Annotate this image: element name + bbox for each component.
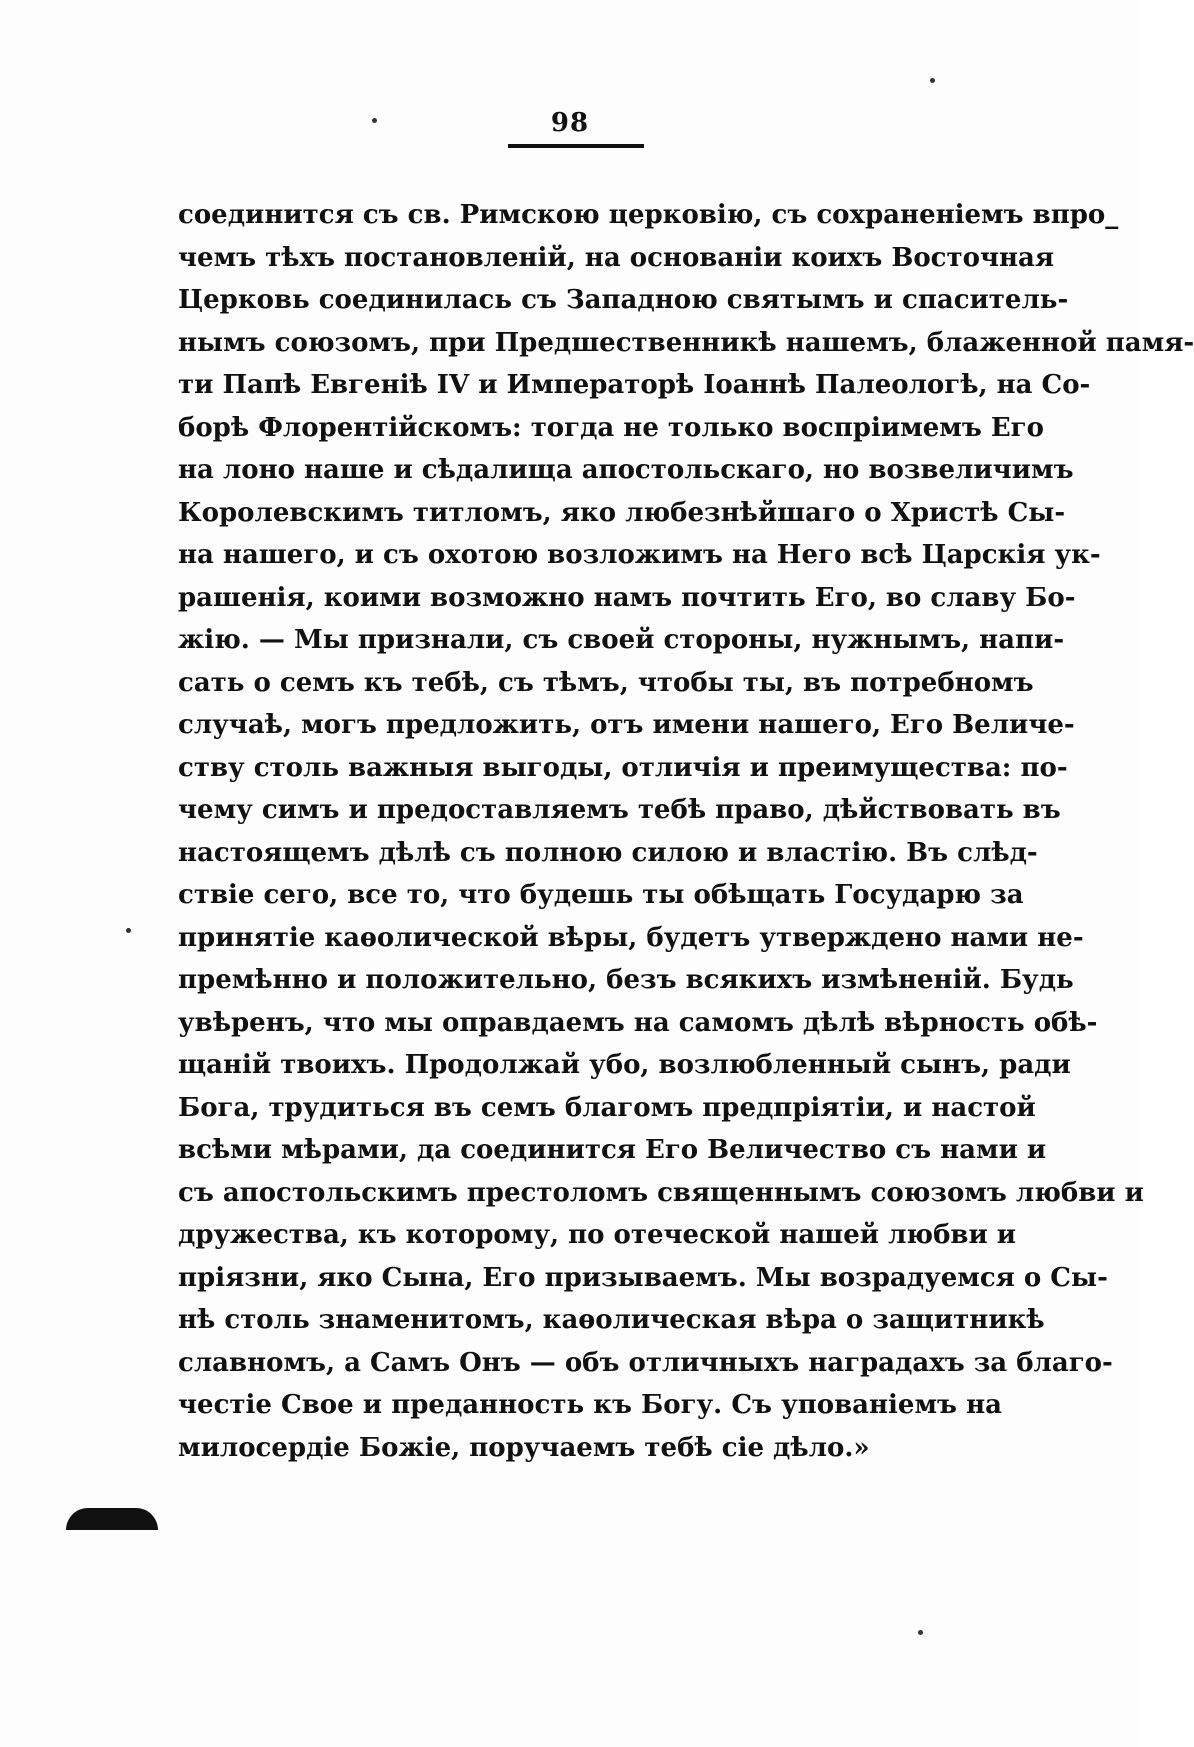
ink-smudge (66, 1508, 158, 1530)
text-line: Королевскимъ титломъ, яко любезнѣйшаго о Христѣ Сы- (178, 497, 1066, 528)
header-rule (508, 144, 644, 148)
text-line: съ апостольскимъ престоломъ священнымъ союзомъ любви и (178, 1177, 1144, 1208)
text-line: милосердіе Божіе, поручаемъ тебѣ сіе дѣло.» (178, 1432, 870, 1463)
margin-dot (372, 118, 377, 123)
text-line: чему симъ и предоставляемъ тебѣ право, дѣйствовать въ (178, 795, 1061, 825)
margin-dot (918, 1630, 923, 1635)
text-line: всѣми мѣрами, да соединится Его Величество съ нами и (178, 1135, 1047, 1165)
text-line: настоящемъ дѣлѣ съ полною силою и властію. Въ слѣд- (178, 837, 1038, 868)
text-line: премѣнно и положительно, безъ всякихъ измѣненій. Будь (178, 965, 1074, 995)
text-line: нымъ союзомъ, при Предшественникѣ нашемъ, блаженной памя- (178, 327, 1194, 358)
text-line: Бога, трудиться въ семъ благомъ предпріятіи, и настой (178, 1092, 1036, 1123)
text-line: Церковь соединилась съ Западною святымъ и спаситель- (178, 285, 1069, 315)
text-line: дружества, къ которому, по отеческой нашей любви и (178, 1220, 1017, 1250)
margin-dot (126, 928, 131, 933)
text-line: ти Папѣ Евгеніѣ IV и Императорѣ Іоаннѣ Палеологѣ, на Со- (178, 370, 1091, 400)
text-line: ствіе сего, все то, что будешь ты обѣщать Государю за (178, 880, 1024, 910)
text-line: нѣ столь знаменитомъ, каѳолическая вѣра о защитникѣ (178, 1305, 1045, 1335)
text-line: борѣ Флорентійскомъ: тогда не только воспріимемъ Его (178, 412, 1044, 443)
text-line: на нашего, и съ охотою возложимъ на Него всѣ Царскія ук- (178, 540, 1101, 570)
text-line: соединится съ св. Римскою церковію, съ сохраненіемъ впро_ (178, 200, 1119, 230)
text-line: на лоно наше и сѣдалища апостольскаго, но возвеличимъ (178, 455, 1074, 485)
text-line: щаній твоихъ. Продолжай убо, возлюбленный сынъ, ради (178, 1050, 1071, 1080)
body-text (178, 194, 1194, 1469)
text-line: случаѣ, могъ предложить, отъ имени нашего, Его Величе- (178, 710, 1075, 740)
text-line: ству столь важныя выгоды, отличія и преимущества: по- (178, 752, 1068, 783)
text-line: чемъ тѣхъ постановленій, на основаніи коихъ Восточная (178, 242, 1055, 273)
text-line: жію. — Мы признали, съ своей стороны, нужнымъ, напи- (178, 625, 1065, 655)
text-line: рашенія, коими возможно намъ почтить Его, во славу Бо- (178, 582, 1076, 613)
text-line: увѣренъ, что мы оправдаемъ на самомъ дѣлѣ вѣрность обѣ- (178, 1007, 1098, 1038)
page-number: 98 (550, 108, 590, 138)
text-line: сать о семъ къ тебѣ, съ тѣмъ, чтобы ты, въ потребномъ (178, 667, 1034, 698)
text-line: принятіе каѳолической вѣры, будетъ утверждено нами не- (178, 922, 1084, 953)
text-line: пріязни, яко Сына, Его призываемъ. Мы возрадуемся о Сы- (178, 1262, 1108, 1293)
text-line: честіе Свое и преданность къ Богу. Съ упованіемъ на (178, 1390, 1002, 1420)
margin-dot (930, 78, 935, 83)
text-line: славномъ, а Самъ Онъ — объ отличныхъ наградахъ за благо- (178, 1347, 1113, 1378)
